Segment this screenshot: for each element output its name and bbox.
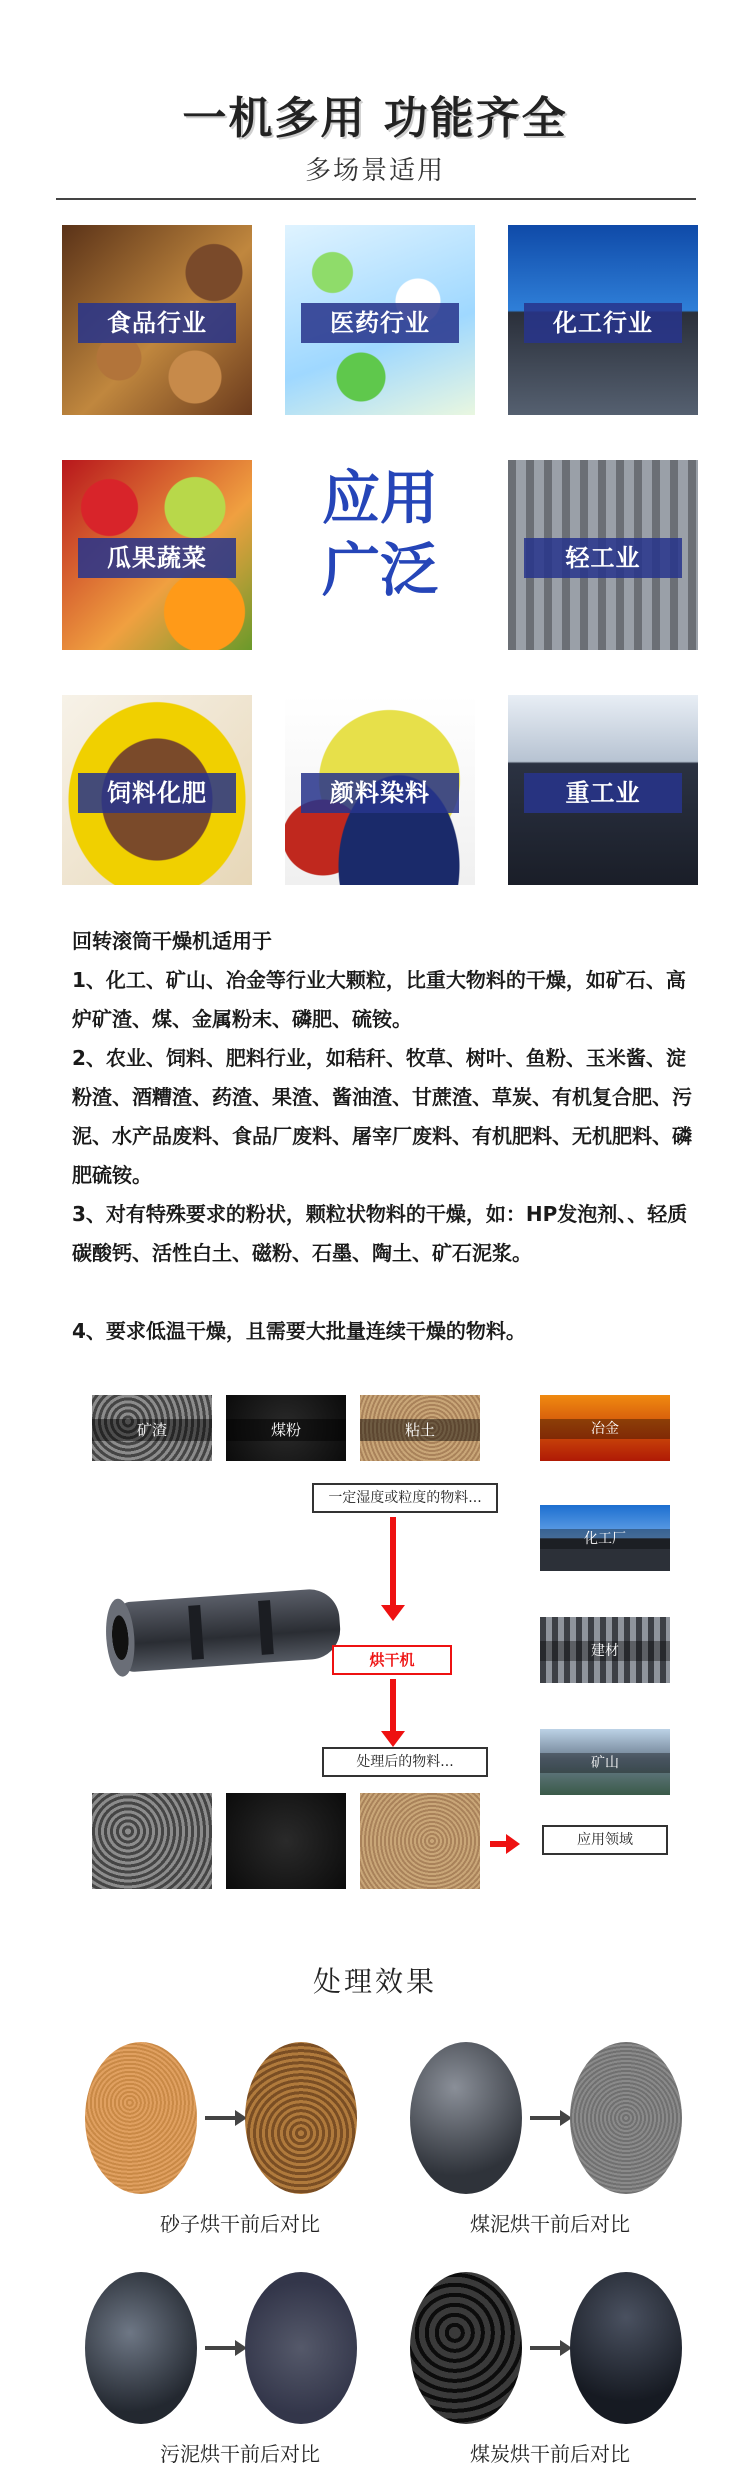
tile-fruit-vegetable <box>62 460 252 650</box>
application-building-materials-image <box>540 1617 670 1683</box>
tile-label-light: 轻工业 <box>524 538 682 578</box>
tile-label-pigment: 颜料染料 <box>301 773 459 813</box>
output-material-box: 处理后的物料... <box>322 1747 488 1777</box>
paragraph-3: 3、对有特殊要求的粉状，颗粒状物料的干燥，如：HP发泡剂、、轻质碳酸钙、活性白土、磁粉、石墨、陶土、矿石泥浆。 <box>72 1202 688 1265</box>
paragraph-2: 2、农业、饲料、肥料行业，如秸秆、牧草、树叶、鱼粉、玉米酱、淀粉渣、酒糟渣、药渣、果渣、酱油渣、甘蔗渣、草炭、有机复合肥、污泥、水产品废料、食品厂废料、屠宰厂废料、有机肥料、无机肥料、磷肥硫铵。 <box>72 1046 692 1187</box>
tile-label-medicine: 医药行业 <box>301 303 459 343</box>
badge-line-2: 广泛 <box>321 536 438 604</box>
dried-clay-image <box>360 1793 480 1889</box>
paragraph-1: 1、化工、矿山、冶金等行业大颗粒，比重大物料的干燥，如矿石、高炉矿渣、煤、金属粉末、磷肥、硫铵。 <box>72 968 686 1031</box>
tile-light-industry <box>508 460 698 650</box>
arrow-down-icon <box>390 1679 396 1733</box>
title-divider <box>56 198 696 200</box>
application-chemical-plant-image <box>540 1505 670 1571</box>
material-label: 矿渣 <box>92 1419 212 1441</box>
coal-slime-before-image <box>410 2042 522 2194</box>
applicable-heading: 回转滚筒干燥机适用于 <box>72 929 272 953</box>
tile-food-industry <box>62 225 252 415</box>
tile-label-food: 食品行业 <box>78 303 236 343</box>
application-mining-image <box>540 1729 670 1795</box>
dried-slag-image <box>92 1793 212 1889</box>
page-title: 一机多用 功能齐全 <box>182 93 568 144</box>
tile-label-chemical: 化工行业 <box>524 303 682 343</box>
arrow-right-icon <box>490 1841 506 1847</box>
sludge-before-image <box>85 2272 197 2424</box>
material-clay-image <box>360 1395 480 1461</box>
application-label: 化工厂 <box>540 1529 670 1549</box>
caption-coal: 煤炭烘干前后对比 <box>470 2442 630 2466</box>
tile-pigment-dye <box>285 695 475 885</box>
material-slag-image <box>92 1395 212 1461</box>
material-label: 煤粉 <box>226 1419 346 1441</box>
application-label: 建材 <box>540 1641 670 1661</box>
sand-before-image <box>85 2042 197 2194</box>
input-material-box: 一定湿度或粒度的物料... <box>312 1483 498 1513</box>
coal-slime-after-image <box>570 2042 682 2194</box>
tile-heavy-industry <box>508 695 698 885</box>
application-label: 矿山 <box>540 1753 670 1773</box>
application-label: 冶金 <box>540 1419 670 1439</box>
material-label: 粘土 <box>360 1419 480 1441</box>
rotary-dryer-image <box>118 1587 342 1672</box>
tile-chemical-industry <box>508 225 698 415</box>
tile-medicine-industry <box>285 225 475 415</box>
caption-coal-slime: 煤泥烘干前后对比 <box>470 2212 630 2236</box>
caption-sludge: 污泥烘干前后对比 <box>160 2442 320 2466</box>
arrow-down-icon <box>390 1517 396 1607</box>
arrow-right-icon <box>530 2116 560 2120</box>
arrow-right-icon <box>530 2346 560 2350</box>
effect-section-title: 处理效果 <box>312 1965 437 1998</box>
tile-feed-fertilizer <box>62 695 252 885</box>
tile-label-feed: 饲料化肥 <box>78 773 236 813</box>
badge-line-1: 应用 <box>321 464 438 532</box>
coal-after-image <box>570 2272 682 2424</box>
arrow-right-icon <box>205 2346 235 2350</box>
process-diagram <box>90 1395 680 1915</box>
arrow-right-icon <box>205 2116 235 2120</box>
sludge-after-image <box>245 2272 357 2424</box>
page-subtitle: 多场景适用 <box>304 156 445 186</box>
sand-after-image <box>245 2042 357 2194</box>
application-metallurgy-image <box>540 1395 670 1461</box>
material-coal-powder-image <box>226 1395 346 1461</box>
dried-coal-image <box>226 1793 346 1889</box>
paragraph-4: 4、要求低温干燥，且需要大批量连续干燥的物料。 <box>72 1319 526 1343</box>
application-field-box: 应用领域 <box>542 1825 668 1855</box>
caption-sand: 砂子烘干前后对比 <box>160 2212 320 2236</box>
dryer-label: 烘干机 <box>332 1645 452 1675</box>
coal-before-image <box>410 2272 522 2424</box>
tile-label-heavy: 重工业 <box>524 773 682 813</box>
tile-label-fruit-veg: 瓜果蔬菜 <box>78 538 236 578</box>
wide-application-badge <box>285 440 475 630</box>
